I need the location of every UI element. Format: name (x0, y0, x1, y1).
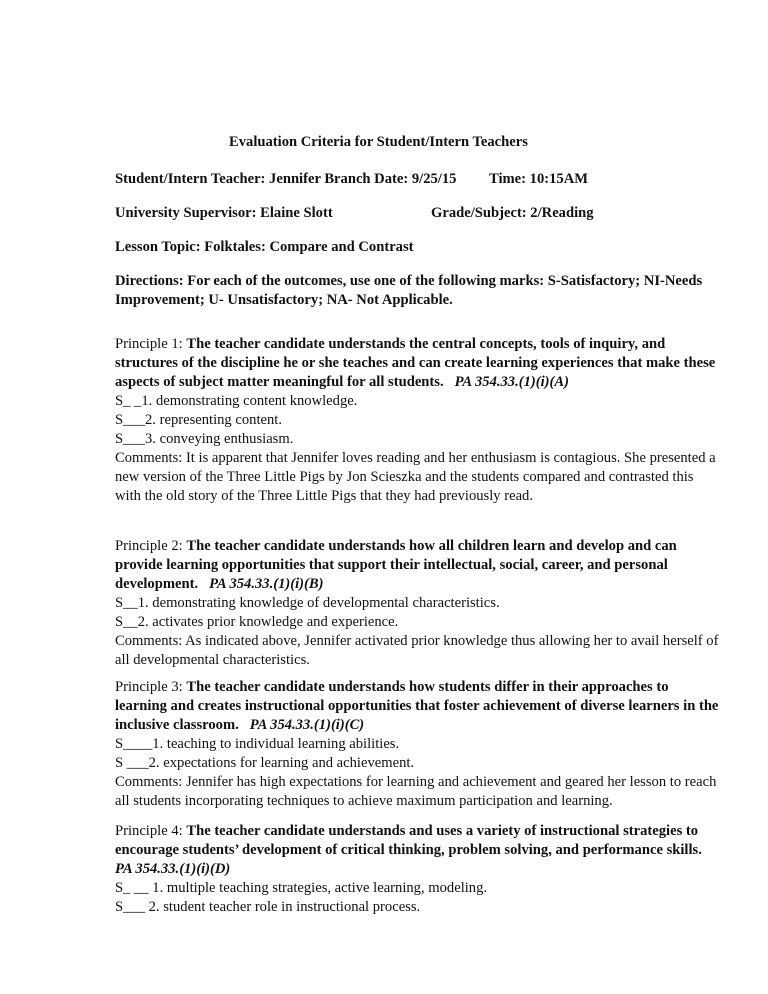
outcome-item: S__1. demonstrating knowledge of developmental characteristics. (115, 595, 500, 611)
teacher-date-line (115, 170, 720, 189)
outcome-item: S___3. conveying enthusiasm. (115, 431, 294, 447)
supervisor-line (115, 204, 720, 223)
principle-code: PA 354.33.(1)(i)(B) (209, 576, 324, 592)
outcome-item: S___2. representing content. (115, 412, 282, 428)
comments: Comments: As indicated above, Jennifer activated prior knowledge thus allowing her to avail herself of all developmental characteristics. (115, 633, 719, 668)
principle-1 (115, 335, 720, 506)
grade-field: Grade/Subject: 2/Reading (431, 205, 594, 221)
outcome-item: S__2. activates prior knowledge and experience. (115, 614, 399, 630)
outcome-item: S___ 2. student teacher role in instructional process. (115, 899, 421, 915)
principle-statement: The teacher candidate understands how all children learn and develop and can provide learning opportunities that support their intellectual, social, career, and personal development. (115, 538, 677, 592)
principle-2 (115, 537, 720, 670)
principle-statement: The teacher candidate understands and uses a variety of instructional strategies to encourage students’ development of critical thinking, problem solving, and performance skills. (115, 823, 702, 858)
outcome-item: S_ _1. demonstrating content knowledge. (115, 393, 358, 409)
comments: Comments: It is apparent that Jennifer loves reading and her enthusiasm is contagious. She presented a new version of the Three Little Pigs by Jon Scieszka and the students compared and contrasted this with the old story of the Three Little Pigs that they had previously read. (115, 450, 716, 504)
comments: Comments: Jennifer has high expectations for learning and achievement and geared her lesson to reach all students incorporating techniques to achieve maximum participation and learning. (115, 774, 717, 809)
lesson-topic: Lesson Topic: Folktales: Compare and Contrast (115, 239, 414, 255)
outcome-item: S____1. teaching to individual learning abilities. (115, 736, 400, 752)
teacher-field: Student/Intern Teacher: Jennifer Branch Date: 9/25/15 (115, 171, 457, 187)
principle-4 (115, 822, 720, 917)
principle-code: PA 354.33.(1)(i)(C) (249, 717, 365, 733)
principle-statement: The teacher candidate understands how students differ in their approaches to learning and creates instructional opportunities that foster achievement of diverse learners in the inclusive classroom. (115, 679, 719, 733)
principle-label: Principle 1: (115, 336, 187, 352)
principle-code: PA 354.33.(1)(i)(A) (454, 374, 569, 390)
document-title: Evaluation Criteria for Student/Intern Teachers (229, 134, 528, 150)
principle-label: Principle 4: (115, 823, 187, 839)
principle-3 (115, 678, 720, 811)
outcome-item: S ___2. expectations for learning and achievement. (115, 755, 415, 771)
directions: Directions: For each of the outcomes, use one of the following marks: S-Satisfactory; NI-Needs Improvement; U- Unsatisfactory; NA- Not Applicable. (115, 273, 703, 308)
outcome-item: S_ __ 1. multiple teaching strategies, active learning, modeling. (115, 880, 488, 896)
principle-label: Principle 3: (115, 679, 187, 695)
principle-statement: The teacher candidate understands the central concepts, tools of inquiry, and structures of the discipline he or she teaches and can create learning experiences that make these aspects of subject matter meaningful for all students. (115, 336, 716, 390)
supervisor-field: University Supervisor: Elaine Slott (115, 205, 333, 221)
time-field: Time: 10:15AM (489, 171, 589, 187)
principle-label: Principle 2: (115, 538, 187, 554)
principle-code: PA 354.33.(1)(i)(D) (115, 861, 231, 877)
